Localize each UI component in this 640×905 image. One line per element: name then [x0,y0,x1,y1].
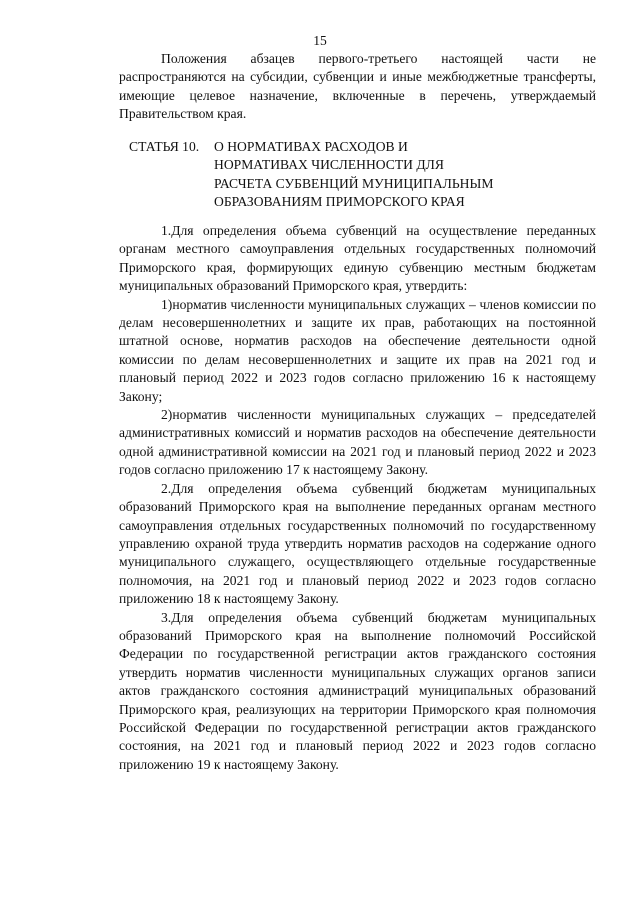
article-title-line: НОРМАТИВАХ ЧИСЛЕННОСТИ ДЛЯ [214,157,444,173]
paragraph-1-item-2: 2)норматив численности муниципальных служащих – председателей административных комиссий и норматив расходов на обеспечение деятельности одной административной комиссии на 2021 год и плановый период 2022 и 2023 годов согласно приложению 17 к настоящему Закону. [119,407,596,478]
article-label: СТАТЬЯ 10. [129,139,200,154]
paragraph-1: 1.Для определения объема субвенций на осуществление переданных органам местного самоуправления отдельных государственных полномочий Приморского края, формирующих единую субвенцию местным бюджетам муниципальных образований Приморского края, утвердить: [119,223,596,294]
paragraph-3: 3.Для определения объема субвенций бюджетам муниципальных образований Приморского края на выполнение полномочий Российской Федерации по государственной регистрации актов гражданского состояния утвердить норматив численности муниципальных служащих органов записи актов гражданского состояния администраций муниципальных образований Приморского края, реализующих на территории Приморского края полномочия Российской Федерации по государственной регистрации актов гражданского состояния, на 2021 год и плановый период 2022 и 2023 годов согласно приложению 19 к настоящему Закону. [119,609,596,772]
article-body [119,222,596,774]
intro-block [119,50,596,124]
article-title-line: РАСЧЕТА СУБВЕНЦИЙ МУНИЦИПАЛЬНЫМ [214,175,494,191]
intro-paragraph: Положения абзацев первого-третьего настоящей части не распространяются на субсидии, субвенции и иные межбюджетные трансферты, имеющие целевое назначение, включенные в перечень, утверждаемый Правительством края. [119,51,596,122]
page-number: 15 [313,33,327,48]
paragraph-2: 2.Для определения объема субвенций бюджетам муниципальных образований Приморского края на выполнение переданных органам местного самоуправления отдельных государственных полномочий по государственному управлению охраной труда утвердить норматив расходов на содержание одного муниципального служащего, осуществляющего отдельные государственные полномочия, на 2021 год и плановый период 2022 и 2023 годов согласно приложению 18 к настоящему Закону. [119,480,596,607]
article-title [214,138,569,212]
paragraph-1-item-1: 1)норматив численности муниципальных служащих – членов комиссии по делам несовершеннолетних и защите их прав, работающих на постоянной штатной основе, норматив расходов на обеспечение деятельности одной комиссии по делам несовершеннолетних и защите их прав на 2021 год и плановый период 2022 и 2023 годов согласно приложению 16 к настоящему Закону; [119,296,596,404]
article-title-line: ОБРАЗОВАНИЯМ ПРИМОРСКОГО КРАЯ [214,194,465,210]
article-title-line: О НОРМАТИВАХ РАСХОДОВ И [214,139,408,154]
article-heading [129,138,569,212]
